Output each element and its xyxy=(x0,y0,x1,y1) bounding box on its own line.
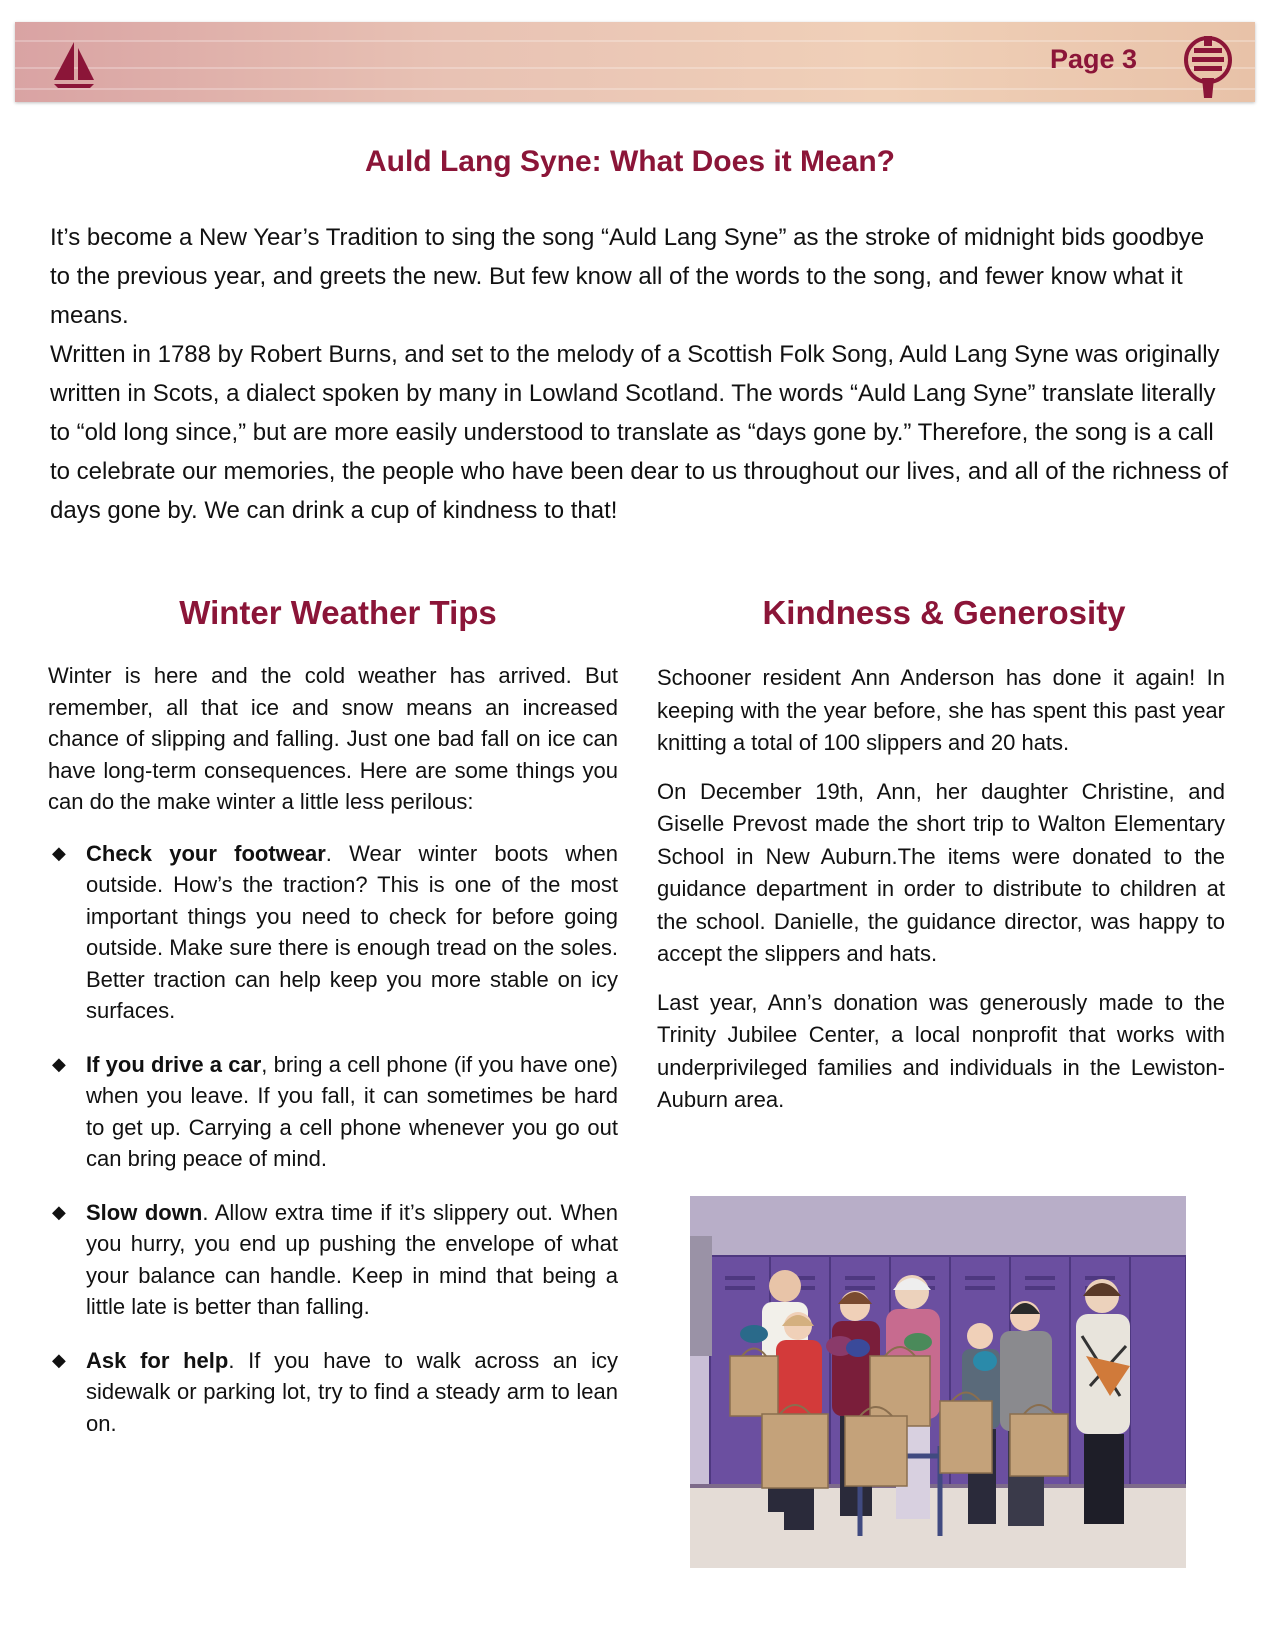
kindness-column xyxy=(657,662,1225,1133)
kindness-paragraph: On December 19th, Ann, her daughter Christine, and Giselle Prevost made the short trip to Walton Elementary School in New Auburn.The items were donated to the guidance department in order to distribute to children at the school. Danielle, the guidance director, was happy to accept the slippers and hats. xyxy=(657,778,1225,966)
list-item xyxy=(48,1345,618,1440)
list-item xyxy=(48,1197,618,1323)
tip-text: . Allow extra time if it’s slippery out. When you hurry, you end up pushing the envelope of what your balance can handle. Keep in mind that being a little late is better than falling. xyxy=(86,1199,618,1319)
winter-tips-intro: Winter is here and the cold weather has arrived. But remember, all that ice and snow means an increased chance of slipping and falling. Just one bad fall on ice can have long-term consequences. Here are some things you can do the make winter a little less perilous: xyxy=(48,663,618,814)
donation-photo xyxy=(690,1196,1186,1568)
tip-text: . Wear winter boots when outside. How’s the traction? This is one of the most important things you need to check for before going outside. Make sure there is enough tread on the soles. Better traction can help keep you more stable on icy surfaces. xyxy=(86,840,618,1023)
winter-tips-title: Winter Weather Tips xyxy=(179,594,497,631)
tip-heading: Check your footwear xyxy=(86,840,326,866)
winter-tips-column xyxy=(48,660,618,1461)
article-paragraph: Written in 1788 by Robert Burns, and set to the melody of a Scottish Folk Song, Auld Lang Syne was originally written in Scots, a dialect spoken by many in Lowland Scotland. The words “Auld Lang Syne” translate literally to “old long since,” but are more easily understood to translate as “days gone by.” Therefore, the song is a call to celebrate our memories, the people who have been dear to us throughout our lives, and all of the richness of days gone by. We can drink a cup of kindness to that! xyxy=(50,341,1229,524)
diamond-bullet-icon: ◆ xyxy=(52,1349,66,1370)
article-title: Auld Lang Syne: What Does it Mean? xyxy=(364,145,896,178)
list-item xyxy=(48,838,618,1027)
kindness-paragraph: Last year, Ann’s donation was generously made to the Trinity Jubilee Center, a local nonprofit that works with underprivileged families and individuals in the Lewiston-Auburn area. xyxy=(657,989,1225,1112)
kindness-title: Kindness & Generosity xyxy=(762,594,1126,631)
sailboat-icon xyxy=(50,40,98,90)
list-item xyxy=(48,1049,618,1175)
diamond-bullet-icon: ◆ xyxy=(52,842,66,863)
diamond-bullet-icon: ◆ xyxy=(52,1201,66,1222)
page-number: Page 3 xyxy=(1050,44,1138,74)
tip-text: . If you have to walk across an icy sidewalk or parking lot, try to find a steady arm to lean on. xyxy=(86,1347,618,1436)
tip-heading: Ask for help xyxy=(86,1347,229,1373)
winter-tips-list xyxy=(48,838,618,1440)
article-body xyxy=(50,218,1230,530)
article-paragraph: It’s become a New Year’s Tradition to sing the song “Auld Lang Syne” as the stroke of midnight bids goodbye to the previous year, and greets the new. But few know all of the words to the song, and fewer know what it means. xyxy=(50,224,1205,329)
tip-heading: Slow down xyxy=(86,1199,203,1225)
kindness-paragraph: Schooner resident Ann Anderson has done it again! In keeping with the year before, she has spent this past year knitting a total of 100 slippers and 20 hats. xyxy=(657,665,1225,755)
lighthouse-icon xyxy=(1180,34,1240,100)
tip-heading: If you drive a car xyxy=(86,1051,262,1077)
tip-text: , bring a cell phone (if you have one) when you leave. If you fall, it can sometimes be hard to get up. Carrying a cell phone whenever you go out can bring peace of mind. xyxy=(86,1051,619,1171)
diamond-bullet-icon: ◆ xyxy=(52,1053,66,1074)
